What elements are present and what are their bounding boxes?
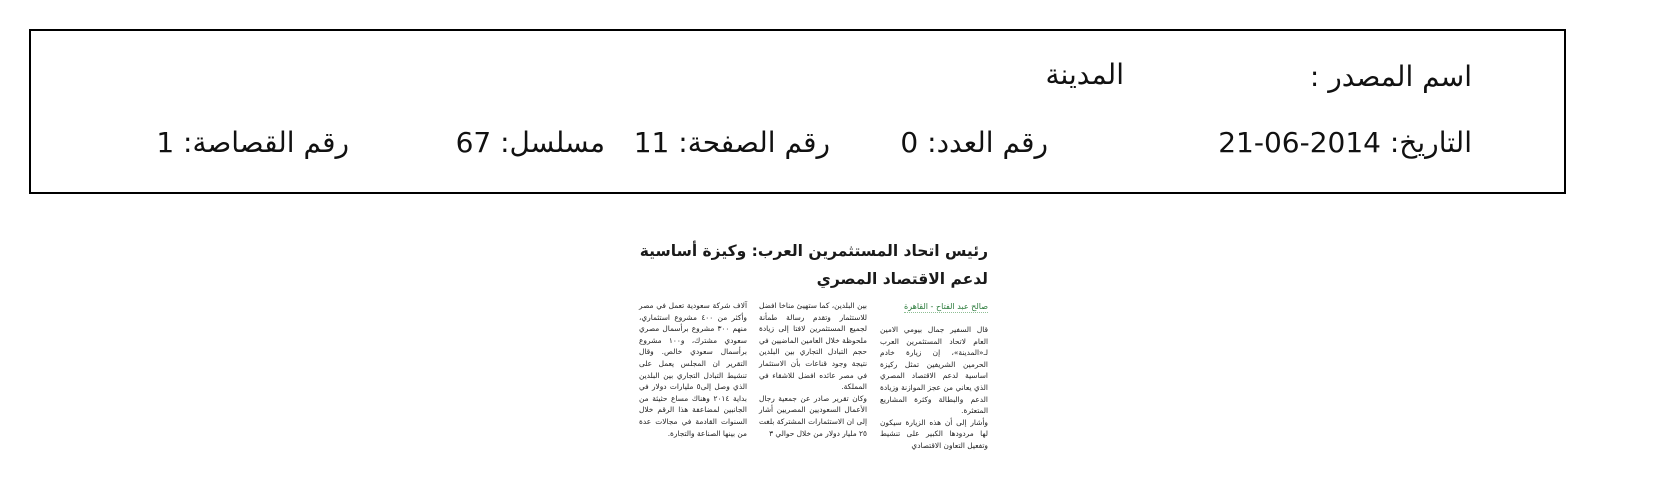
clip-field <box>156 126 349 159</box>
clip-label: رقم القصاصة: <box>183 126 349 159</box>
article-column-1 <box>880 324 988 452</box>
page-field <box>633 126 830 159</box>
headline-line-2: لدعم الاقتصاد المصري <box>816 270 988 288</box>
column-1-paragraph-1: قال السفير جمال بيومي الامين العام لاتحاد المستثمرين العرب لـ«المدينة»، إن زيارة خادم الحرمين الشريفين تمثل ركيزة اساسية لدعم الاقتصاد المصري الذي يعاني من عجز الموازنة وزيادة الدعم والبطالة وكثرة المشاريع المتعثرة. <box>880 325 988 416</box>
byline: صالح عبد الفتاح - القاهرة <box>904 302 988 311</box>
column-1-paragraph-2: وأشار إلى أن هذه الزيارة سيكون لها مردودها الكبير على تنشيط وتفعيل التعاون الاقتصادي <box>880 417 988 450</box>
page-value: 11 <box>633 126 670 159</box>
source-value: المدينة <box>1045 58 1124 91</box>
headline-line-1: رئيس اتحاد المستثمرين العرب: وكيزة أساسية <box>639 242 988 260</box>
article-column-3 <box>639 300 747 439</box>
issue-value: 0 <box>900 126 919 159</box>
clip-value: 1 <box>156 126 175 159</box>
newspaper-clipping <box>636 238 988 460</box>
date-value: 2014-06-21 <box>1218 126 1381 159</box>
date-field <box>1218 126 1472 159</box>
serial-value: 67 <box>455 126 492 159</box>
page-label: رقم الصفحة: <box>678 126 830 159</box>
source-label: اسم المصدر : <box>1309 60 1472 93</box>
issue-label: رقم العدد: <box>927 126 1048 159</box>
serial-label: مسلسل: <box>500 126 605 159</box>
issue-field <box>900 126 1048 159</box>
article-column-2 <box>759 300 867 439</box>
column-3-paragraph-1: آلاف شركة سعودية تعمل في مصر وأكثر من ٤٠٠ مشروع استثماري، منهم ٣٠٠ مشروع برأسمال مصري سعودي مشترك، و١٠٠ مشروع برأسمال سعودي خالص. وقال التقرير ان المجلس يعمل على تنشيط التبادل التجاري بين البلدين الذي وصل إلى٥ مليارات دولار في بداية ٢٠١٤ وهناك مساع حثيثة من الجانبين لمضاعفة هذا الرقم خلال السنوات القادمة في مجالات عدة من بينها الصناعة والتجارة. <box>639 301 747 438</box>
serial-field <box>455 126 605 159</box>
column-2-paragraph-1: بين البلدين، كما ستهيئ مناخا افضل للاستثمار وتقدم رسالة طمأنة لجميع المستثمرين لافتا إلى زيادة ملحوظة خلال العامين الماضيين في حجم التبادل التجاري بين البلدين نتيجة وجود قناعات بأن الاستثمار في مصر عائده افضل للاشقاء في المملكة. <box>759 301 867 392</box>
date-label: التاريخ: <box>1389 126 1472 159</box>
clipping-metadata-box <box>29 29 1566 194</box>
column-2-paragraph-2: وكان تقرير صادر عن جمعية رجال الأعمال السعوديين المصريين أشار إلى ان الاستثمارات المشتركة بلغت ٢٥ مليار دولار من خلال حوالي ٣ <box>759 393 867 438</box>
